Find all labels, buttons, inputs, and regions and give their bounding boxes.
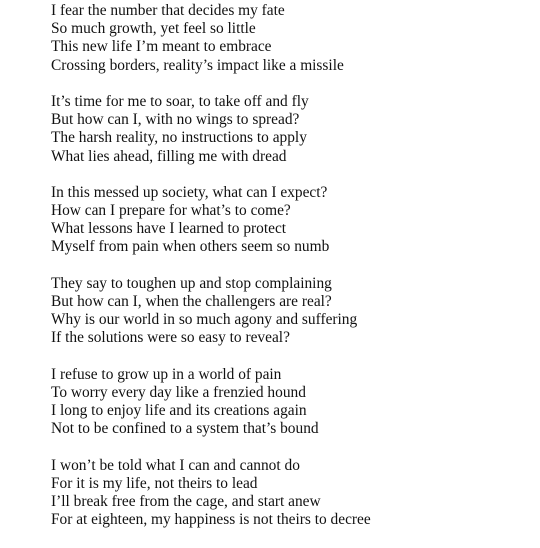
stanza-2 (51, 93, 531, 166)
poem-line: I refuse to grow up in a world of pain (51, 365, 282, 383)
poem-line: To worry every day like a frenzied hound (51, 383, 306, 401)
poem-line: For it is my life, not theirs to lead (51, 474, 258, 492)
poem-line: Crossing borders, reality’s impact like a missile (51, 56, 344, 74)
poem-line: I won’t be told what I can and cannot do (51, 456, 300, 474)
poem-line: What lessons have I learned to protect (51, 220, 287, 238)
poem-line: Why is our world in so much agony and suffering (51, 311, 358, 329)
poem-line: What lies ahead, filling me with dread (51, 147, 287, 165)
poem-line: In this messed up society, what can I expect? (51, 183, 328, 201)
poem-line: Myself from pain when others seem so numb (51, 238, 330, 256)
poem-line: But how can I, with no wings to spread? (51, 111, 300, 129)
stanza-4 (51, 275, 531, 348)
poem-line: Not to be confined to a system that’s bound (51, 420, 319, 438)
poem-line: If the solutions were so easy to reveal? (51, 329, 290, 347)
poem-line: This new life I’m meant to embrace (51, 38, 272, 56)
stanza-5 (51, 366, 531, 439)
poem-line: I long to enjoy life and its creations again (51, 402, 307, 420)
poem-line: So much growth, yet feel so little (51, 20, 256, 38)
poem-line: I fear the number that decides my fate (51, 2, 285, 19)
poem-line: It’s time for me to soar, to take off and fly (51, 92, 309, 110)
stanza-3 (51, 184, 531, 257)
poem-line: They say to toughen up and stop complaining (51, 274, 332, 292)
poem-body (51, 2, 531, 548)
poem-line: But how can I, when the challengers are real? (51, 293, 332, 310)
stanza-6 (51, 457, 531, 530)
stanza-1 (51, 2, 531, 75)
poem-line: The harsh reality, no instructions to apply (51, 129, 307, 147)
poem-line: I’ll break free from the cage, and start anew (51, 493, 321, 511)
poem-line: For at eighteen, my happiness is not theirs to decree (51, 511, 371, 529)
poem-line: How can I prepare for what’s to come? (51, 202, 291, 220)
